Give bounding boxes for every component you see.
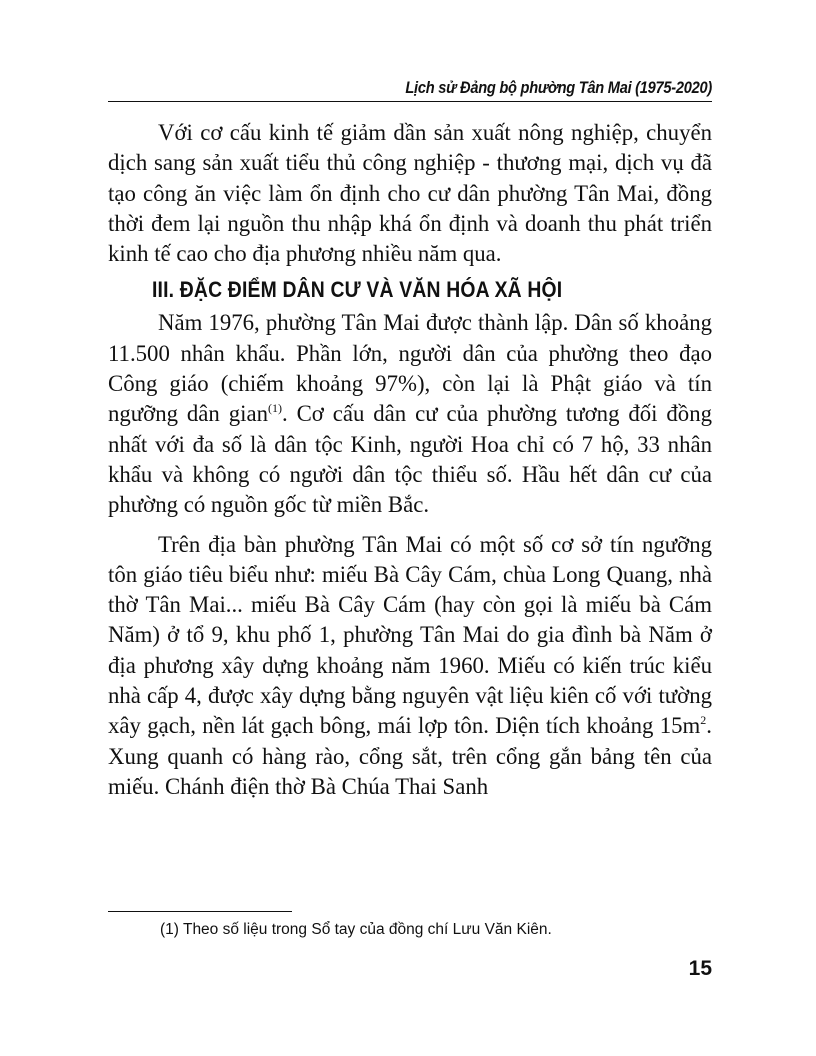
paragraph-religion-text-b: . Xung quanh có hàng rào, cổng sắt, trên cổng gắn bảng tên của miếu. Chánh điện thờ Bà Chúa Thai Sanh [108,713,712,799]
footnote: (1) Theo số liệu trong Sổ tay của đồng chí Lưu Văn Kiên. [160,921,552,938]
footnote-reference: (1) [267,401,282,416]
paragraph-population-text-a: Năm 1976, phường Tân Mai được thành lập. Dân số khoảng 11.500 nhân khẩu. Phần lớn, người dân của phường theo đạo Công giáo (chiếm khoảng 97%), còn lại là Phật giáo và tín ngưỡng dân gian [108,310,712,427]
running-header: Lịch sử Đảng bộ phường Tân Mai (1975-2020) [405,78,712,97]
paragraph-religion-text-a: Trên địa bàn phường Tân Mai có một số cơ sở tín ngưỡng tôn giáo tiêu biểu như: miếu Bà Cây Cám, chùa Long Quang, nhà thờ Tân Mai... miếu Bà Cây Cám (hay còn gọi là miếu bà Cám Năm) ở tổ 9, khu phố 1, phường Tân Mai do gia đình bà Năm ở địa phương xây dựng khoảng năm 1960. Miếu có kiến trúc kiểu nhà cấp 4, được xây dựng bằng nguyên vật liệu kiên cố với tường xây gạch, nền lát gạch bông, mái lợp tôn. Diện tích khoảng 15m [108,531,712,739]
header-rule [108,101,712,102]
paragraph-religion [108,530,712,803]
section-heading: III. ĐẶC ĐIỂM DÂN CƯ VÀ VĂN HÓA XÃ HỘI [152,277,563,303]
area-superscript: 2 [700,713,707,728]
paragraph-population-text-b: . Cơ cấu dân cư của phường tương đối đồng nhất với đa số là dân tộc Kinh, người Hoa chỉ có 7 hộ, 33 nhân khẩu và không có người dân tộc thiểu số. Hầu hết dân cư của phường có nguồn gốc từ miền Bắc. [108,401,712,518]
paragraph-economy: Với cơ cấu kinh tế giảm dần sản xuất nông nghiệp, chuyển dịch sang sản xuất tiểu thủ công nghiệp - thương mại, dịch vụ đã tạo công ăn việc làm ổn định cho cư dân phường Tân Mai, đồng thời đem lại nguồn thu nhập khá ổn định và doanh thu phát triển kinh tế cao cho địa phương nhiều năm qua. [108,120,712,267]
body-text [108,118,712,802]
footnote-rule [108,911,292,912]
page-number: 15 [688,957,712,980]
paragraph-population [108,308,712,520]
